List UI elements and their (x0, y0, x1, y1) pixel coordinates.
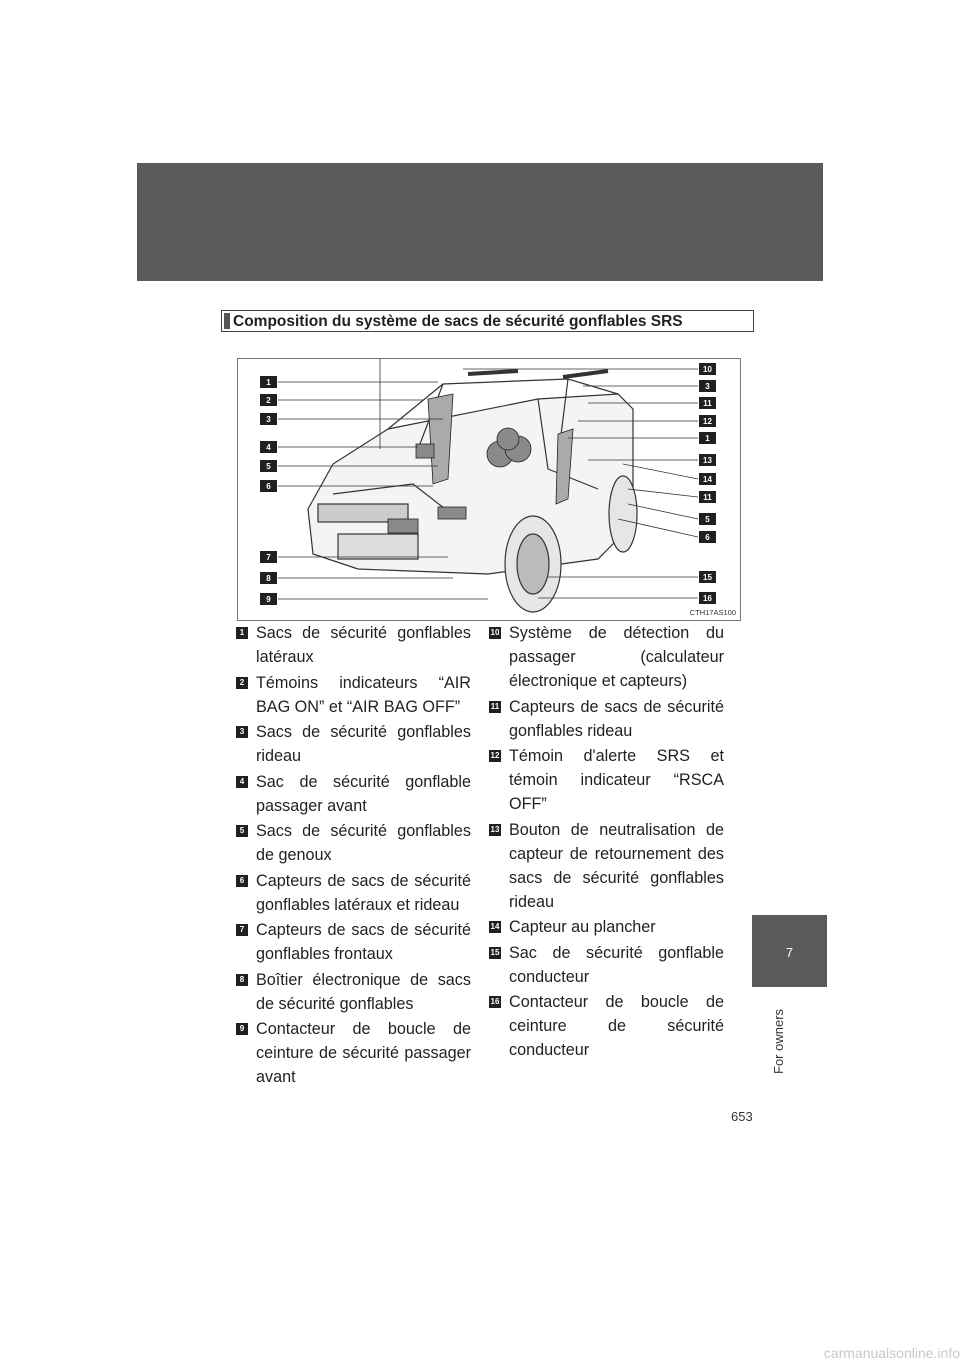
legend-left-column (236, 621, 471, 1091)
legend-item (489, 990, 724, 1062)
page-number: 653 (731, 1109, 753, 1124)
legend-text: Sac de sécurité gonflable passager avant (256, 772, 471, 815)
section-title (221, 310, 754, 332)
legend-right-column (489, 621, 724, 1064)
callout-right: 16 (703, 594, 712, 603)
chapter-label-text: For owners (771, 1008, 786, 1074)
legend-number: 12 (490, 751, 500, 760)
callout-left: 6 (266, 482, 271, 491)
callout-left: 9 (266, 595, 271, 604)
legend-text: Capteurs de sacs de sécurité gonflables frontaux (256, 921, 471, 963)
legend-text: Sacs de sécurité gonflables de genoux (256, 822, 471, 864)
callout-left: 1 (266, 378, 271, 387)
legend-text: Témoins indicateurs “AIR BAG ON” et “AIR BAG OFF” (256, 673, 471, 716)
legend-number: 7 (236, 924, 248, 936)
legend-number: 16 (490, 997, 500, 1006)
legend-text: Contacteur de boucle de ceinture de sécurité conducteur (509, 993, 724, 1059)
legend-number: 14 (490, 922, 500, 931)
legend-item (236, 819, 471, 867)
callout-left: 5 (266, 462, 271, 471)
legend-number: 3 (236, 726, 248, 738)
callout-right: 11 (703, 493, 712, 502)
callout-right: 12 (703, 417, 712, 426)
legend-text: Bouton de neutralisation de capteur de retournement des sacs de sécurité gonflables rideau (509, 820, 724, 911)
legend-item (489, 744, 724, 816)
legend-item (236, 720, 471, 768)
figure-code: CTH17AS100 (689, 608, 736, 617)
callout-left: 7 (266, 553, 271, 562)
callout-right: 10 (703, 365, 712, 374)
legend-number: 13 (490, 824, 500, 834)
legend-number: 1 (236, 627, 248, 639)
legend-text: Sac de sécurité gonflable conducteur (509, 943, 724, 986)
legend-number: 4 (236, 776, 248, 788)
legend-text: Capteurs de sacs de sécurité gonflables latéraux et rideau (256, 871, 471, 914)
airbag-system-figure (237, 358, 741, 621)
callout-left: 2 (266, 396, 271, 405)
legend-number: 2 (236, 677, 248, 689)
section-title-text: Composition du système de sacs de sécurité gonflables SRS (233, 313, 683, 330)
watermark: carmanualsonline.info (823, 1345, 960, 1361)
legend-number: 10 (490, 628, 500, 637)
legend-item (236, 918, 471, 966)
callout-right: 3 (705, 382, 710, 391)
callout-right: 13 (703, 456, 712, 465)
legend-number: 15 (490, 947, 500, 957)
chapter-label (769, 990, 789, 1080)
legend-item (236, 621, 471, 669)
header-band (137, 163, 823, 281)
legend-number: 6 (236, 875, 248, 887)
legend-item (236, 1017, 471, 1089)
legend-text: Sacs de sécurité gonflables latéraux (256, 624, 471, 666)
legend-item (236, 671, 471, 719)
legend-item (236, 770, 471, 818)
callout-right: 11 (703, 399, 712, 408)
legend-number: 5 (236, 825, 248, 837)
callout-left: 4 (266, 443, 271, 452)
callout-right: 1 (705, 434, 710, 443)
legend-text: Système de détection du passager (calculateur électronique et capteurs) (509, 624, 724, 690)
vehicle-illustration (238, 359, 742, 622)
legend-item (236, 869, 471, 917)
callout-left: 8 (266, 574, 271, 583)
chapter-tab (752, 915, 827, 987)
callout-right: 6 (705, 533, 710, 542)
callout-right: 15 (703, 573, 712, 582)
legend-number: 9 (236, 1023, 248, 1035)
legend-text: Témoin d'alerte SRS et témoin indicateur “RSCA OFF” (509, 747, 724, 813)
legend-number: 11 (490, 701, 500, 711)
legend-item (489, 915, 724, 939)
legend-item (236, 968, 471, 1016)
legend-text: Capteur au plancher (509, 918, 656, 936)
legend-item (489, 695, 724, 743)
legend-number: 8 (236, 974, 248, 986)
legend-text: Contacteur de boucle de ceinture de sécurité passager avant (256, 1020, 471, 1086)
callout-right: 14 (703, 475, 712, 484)
chapter-number: 7 (785, 945, 794, 960)
legend-text: Capteurs de sacs de sécurité gonflables rideau (509, 697, 724, 740)
callout-right: 5 (705, 515, 710, 524)
legend-text: Boîtier électronique de sacs de sécurité gonflables (256, 970, 471, 1013)
legend-item (489, 941, 724, 989)
legend-text: Sacs de sécurité gonflables rideau (256, 723, 471, 765)
callout-left: 3 (266, 415, 271, 424)
legend-item (489, 818, 724, 914)
legend-item (489, 621, 724, 693)
